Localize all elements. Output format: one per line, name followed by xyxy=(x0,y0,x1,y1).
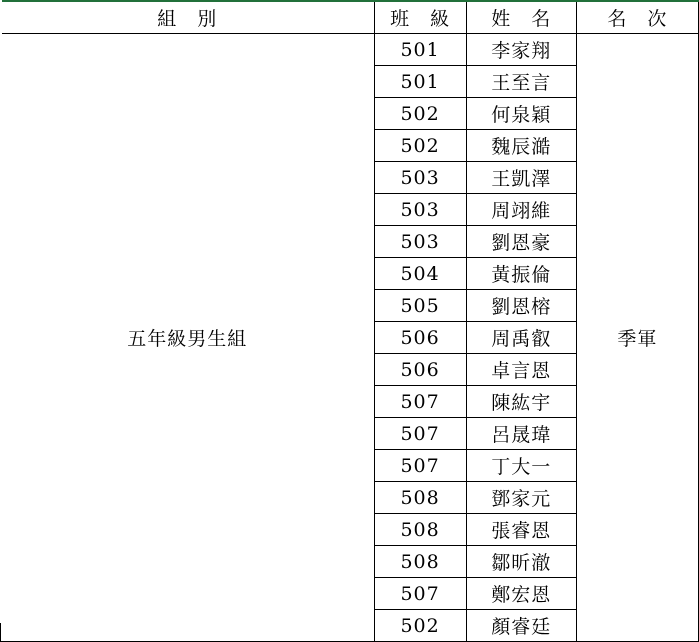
column-header-class: 班 級 xyxy=(374,1,466,34)
name-cell: 陳紘宇 xyxy=(466,386,576,418)
name-cell: 王凱澤 xyxy=(466,162,576,194)
name-cell: 鄧家元 xyxy=(466,482,576,514)
name-cell: 鄒昕澈 xyxy=(466,546,576,578)
name-cell: 周翊維 xyxy=(466,194,576,226)
class-cell: 508 xyxy=(374,546,466,578)
name-cell: 黃振倫 xyxy=(466,258,576,290)
class-cell: 505 xyxy=(374,290,466,322)
rank-cell: 季軍 xyxy=(576,34,698,642)
class-cell: 502 xyxy=(374,98,466,130)
name-cell: 張睿恩 xyxy=(466,514,576,546)
class-cell: 503 xyxy=(374,226,466,258)
class-cell: 501 xyxy=(374,66,466,98)
table-row xyxy=(1,34,699,66)
class-cell: 507 xyxy=(374,386,466,418)
name-cell: 呂晟瑋 xyxy=(466,418,576,450)
name-cell: 鄭宏恩 xyxy=(466,578,576,610)
class-cell: 504 xyxy=(374,258,466,290)
class-cell: 501 xyxy=(374,34,466,66)
class-cell: 503 xyxy=(374,162,466,194)
table-header-row xyxy=(1,1,699,34)
group-name-cell: 五年級男生組 xyxy=(1,34,375,642)
class-cell: 507 xyxy=(374,418,466,450)
name-cell: 周禹叡 xyxy=(466,322,576,354)
column-header-name: 姓 名 xyxy=(466,1,576,34)
class-cell: 508 xyxy=(374,514,466,546)
class-cell: 508 xyxy=(374,482,466,514)
name-cell: 王至言 xyxy=(466,66,576,98)
class-cell: 506 xyxy=(374,322,466,354)
table-body xyxy=(1,1,699,642)
class-cell: 502 xyxy=(374,130,466,162)
class-cell: 507 xyxy=(374,578,466,610)
name-cell: 卓言恩 xyxy=(466,354,576,386)
name-cell: 劉恩榕 xyxy=(466,290,576,322)
class-cell: 507 xyxy=(374,450,466,482)
name-cell: 何泉穎 xyxy=(466,98,576,130)
column-header-group: 組 別 xyxy=(1,1,375,34)
name-cell: 顏睿廷 xyxy=(466,610,576,642)
sheet-left-edge xyxy=(0,0,2,623)
name-cell: 魏辰澔 xyxy=(466,130,576,162)
class-cell: 506 xyxy=(374,354,466,386)
name-cell: 丁大一 xyxy=(466,450,576,482)
name-cell: 劉恩豪 xyxy=(466,226,576,258)
column-header-rank: 名 次 xyxy=(576,1,698,34)
class-cell: 502 xyxy=(374,610,466,642)
class-cell: 503 xyxy=(374,194,466,226)
name-cell: 李家翔 xyxy=(466,34,576,66)
